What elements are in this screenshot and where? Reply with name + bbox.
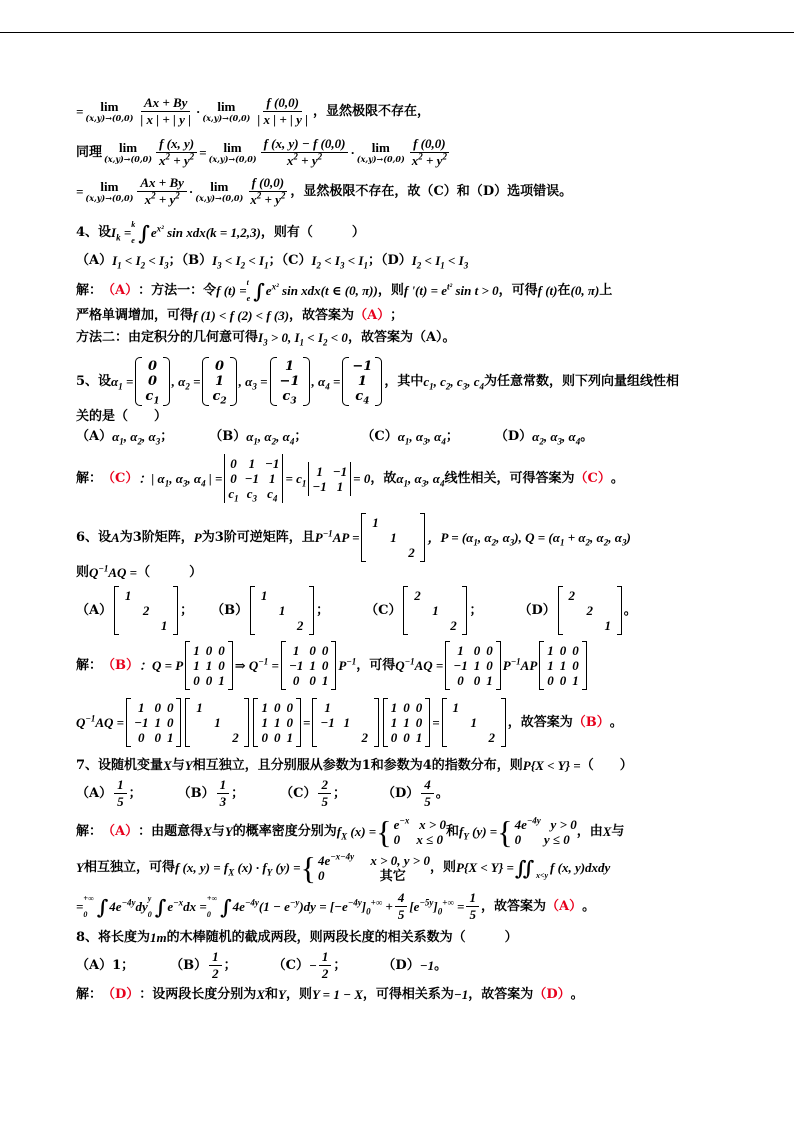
q5-a-e: 。 <box>610 470 624 486</box>
q3-l3-mid: ）和（ <box>443 183 483 199</box>
q4-opt-d: ；（D） <box>367 253 412 268</box>
q7-answer-1: 解： （A） ：由题意得 X 与 Y 的概率密度分别为 $f_X$ (x) = { $e^{-x}$ x > 0 0 x ≤ 0 和 $f_Y$ (y) = { $4e^{-4y}$ y > 0 0 y ≤ 0 ，由 X 与 <box>76 814 625 850</box>
q7-opt-b-den: 3 <box>219 794 227 809</box>
q4-m1-b: ，则 <box>377 283 404 298</box>
q7-stem: 7、设随机变量 X 与 Y 相互独立，且分别服从参数为1和参数为4的指数分布，则 P{X < Y} = （ ） <box>76 758 633 773</box>
q6-ans: （B） <box>102 657 140 673</box>
q8-ans-label: 解： <box>76 987 103 1002</box>
q4-m1-i: ； <box>390 308 404 323</box>
q5-opt-b: （B） <box>209 429 247 444</box>
q3-l3-end: ）选项错误。 <box>494 183 573 199</box>
q7-ans: （A） <box>102 824 139 839</box>
q6-stem-c: 为3阶可逆矩阵，且 <box>201 529 315 545</box>
q5-opt-c: （C） <box>361 429 398 444</box>
q8-ans: （D） <box>102 987 140 1002</box>
q6-a-e: 。 <box>609 714 623 730</box>
q5-stem-c: 为任意常数，则下列向量组线性相 <box>483 373 679 389</box>
q4-m1-g: ，故答案为 <box>289 308 355 323</box>
q6-a-d: （B） <box>572 714 610 730</box>
q3-line-3: = lim (x,y)→(0,0) $\frac{Ax + By}{x^2 + y^2}$ · lim (x,y)→(0,0) $\frac{f (0,0)}{x^2 + y^2}$ ，显然极限不存在，故（ C ）和（ D ）选项错误。 <box>76 175 573 207</box>
q7-opt-b: （B） <box>177 785 215 801</box>
q6-opt-d: （D） <box>518 602 556 618</box>
q8-a-g: 。 <box>570 987 584 1002</box>
q7-opt-a-den: 5 <box>117 794 124 809</box>
q8-stem-a: 8、将长度为 <box>76 930 151 945</box>
q6-answer-2: $Q^{-1}AQ$ = 1 0 0 −1 1 0 0 0 1 1 1 2 1 0 0 1 1 0 0 0 1 = 1 −1 1 2 1 0 0 1 1 0 0 0 1 = 1 1 2 ，故答案为 （B） 。 <box>76 700 623 745</box>
q7-opt-a-num: 1 <box>114 777 127 794</box>
q8-stem-b: 的木棒随机的截成两段，则两段长度的相关系数为（ ） <box>166 930 518 945</box>
q3-l3-c: C <box>433 183 444 199</box>
q3-l3-d: D <box>482 183 495 199</box>
q6-options: （A） 1 2 1 ； （B） 1 1 2 ； （C） 2 1 2 ； （D） 2 2 1 。 <box>76 588 637 633</box>
q7-opt-d-num: 4 <box>421 777 434 794</box>
q6-stem-d: 则 <box>76 565 90 580</box>
q5-options: （A） $\alpha_1$, $\alpha_2$, $\alpha_3$ ； （B） $\alpha_1$, $\alpha_2$, $\alpha_4$ ； （C） $\alpha_1$, $\alpha_3$, $\alpha_4$ ； （D） $\alpha_2$, $\alpha_3$, $\alpha_4$ 。 <box>76 429 594 447</box>
q4-m2-b: ，故答案为（A）。 <box>347 330 456 345</box>
q8-opt-b: （B） <box>170 957 208 973</box>
q4-stem-a: 4、设 <box>76 225 112 240</box>
q5-stem-2 <box>76 408 726 426</box>
q8-a-b: 和 <box>264 987 278 1002</box>
q7-stem-a: 7、设随机变量 <box>76 758 164 773</box>
q4-m2-a: 方法二：由定积分的几何意可得 <box>76 330 259 345</box>
q5-stem-d: 关的是（ ） <box>76 409 168 424</box>
q7-stem-d: （ ） <box>580 758 633 773</box>
q5-stem-a: 5、设 <box>76 373 112 389</box>
q3-line-1: = lim (x,y)→(0,0) $\frac{Ax + By}{| x | + | y |}$ · lim (x,y)→(0,0) $\frac{f (0,0)}{| x | + | y |}$ ，显然极限不存在， <box>76 95 430 127</box>
q8-a-d: ，可得相关系为 <box>362 987 454 1002</box>
q7-a-g: 相互独立，可得 <box>83 860 175 875</box>
q7-opt-a: （A） <box>76 785 113 801</box>
q7-a-j: （A） <box>545 898 583 914</box>
q5-answer: 解： （C） ：| $\alpha_1$, $\alpha_3$, $\alpha_4$ | = 0 1 −1 0 −1 1 $c_1$ $c_3$ $c_4$ = $c_1$ 1 −1 −1 1 = 0 ，故 $\alpha_1$, $\alpha_3$, $\alpha_4$ 线性相关，可得答案为 （C） 。 <box>76 456 624 504</box>
q4-options: （A） $I_1 < I_2 < I_3$ ；（B） $I_3 < I_2 < I_1$ ；（C） $I_2 < I_3 < I_1$ ；（D） $I_2 < I_1 < I_3$ <box>76 253 469 271</box>
q8-opt-c: （C） <box>272 957 310 973</box>
q8-stem: 8、将长度为 1m 的木棒随机的截成两段，则两段长度的相关系数为（ ） <box>76 930 518 945</box>
q7-a-d: 和 <box>446 824 460 839</box>
q6-stem: 6、设 A 为3阶矩阵， P 为3阶可逆矩阵，且 $P^{-1}AP$ = 1 1 2 ，$P = (\alpha_1$, $\alpha_2$, $\alpha_3$), $Q = (\alpha_1 + \alpha_2$, $\alpha_2$, $\alpha_3$) <box>76 515 631 560</box>
q6-answer-1: 解： （B） ：Q = P 1 0 0 1 1 0 0 0 1 ⇒ $Q^{-1}$ = 1 0 0 −1 1 0 0 0 1 $P^{-1}$ ，可得 $Q^{-1}AQ$ = 1 0 0 −1 1 0 0 0 1 $P^{-1}AP$ 1 0 0 1 1 0 0 0 1 <box>76 641 726 690</box>
q8-answer: 解： （D） ：设两段长度分别为 X 和 Y ，则 Y = 1 − X ，可得相关系为 −1 ，故答案为 （D） 。 <box>76 987 584 1002</box>
q4-m1-c: ，可得 <box>498 283 538 298</box>
q5-ans: （C） <box>102 470 139 486</box>
q5-opt-end: 。 <box>580 429 594 444</box>
q4-m1-d: 在 <box>557 283 571 298</box>
q7-answer-2: Y 相互独立，可得 f (x, $y) = f_X$ $(x) \cdot f_Y$ (y) = { $4e^{-x-4y}$ x > 0, y > 0 0 其它 ，则 P{X < Y} = ∬ x<y f (x, y)dxdy <box>76 850 611 886</box>
q4-m1-a: ：方法一：令 <box>138 283 217 298</box>
q5-stem-b: ，其中 <box>384 373 424 389</box>
q5-a-c: 线性相关，可得答案为 <box>444 470 575 486</box>
q4-answer-1: 解： （A） ：方法一：令 f (t) = t e ∫ $e^{x^2}$ sin xdx(t ∈ (0, π)) ，则 f '$(t) = e^{t^2}$ sin t > 0 ，可得 f (t) 在 (0, π) 上 <box>76 278 613 303</box>
q6-stem-2: 则 $Q^{-1}AQ$ = （ ） <box>76 563 203 580</box>
q7-a-i: ，故答案为 <box>480 898 546 914</box>
q7-opt-b-num: 1 <box>217 777 230 794</box>
q7-a-e: ，由 <box>576 824 603 839</box>
q8-options: （A）1； （B） $\frac{1}{2}$ ； （C） − $\frac{1}{2}$ ； （D） −1 。 <box>76 949 448 981</box>
q6-a-b: ，可得 <box>356 657 396 673</box>
q6-opt-c: （C） <box>365 602 402 618</box>
q5-ans-label: 解： <box>76 470 103 486</box>
q7-a-b: 与 <box>211 824 225 839</box>
q4-m1-f: 严格单调增加，可得 <box>76 308 194 323</box>
q3-l1-tail: ，显然极限不存在， <box>312 103 430 119</box>
q4-answer-2: 严格单调增加，可得 f (1) < f (2) < f (3) ，故答案为 （A） ； <box>76 308 404 323</box>
q6-stem-b: 为3阶矩阵， <box>119 529 194 545</box>
q7-ans-label: 解： <box>76 824 103 839</box>
q8-a-f: （D） <box>533 987 571 1002</box>
q6-opt-b: （B） <box>211 602 249 618</box>
q7-opt-c-den: 5 <box>321 794 328 809</box>
q7-opt-c-num: 2 <box>318 777 331 794</box>
q5-a-b: ，故 <box>370 470 397 486</box>
q6-opt-a: （A） <box>76 602 113 618</box>
q6-stem-e: （ ） <box>137 565 203 580</box>
q5-stem: 5、设 $\alpha_1$ = 0 0 $c_1$ , $\alpha_2$ = 0 1 $c_2$ , $\alpha_3$ = 1 −1 $c_3$ , $\alpha_4$ = −1 1 $c_4$ ，其中 $c_1$, $c_2$, $c_3$, $c_4$ 为任意常数，则下列向量组线性相 <box>76 359 679 407</box>
document-body <box>76 95 726 1004</box>
q3-line-2: 同理 lim (x,y)→(0,0) $\frac{f (x, y)}{x^2 + y^2}$ = lim (x,y)→(0,0) $\frac{f (x, y) - f (0,0)}{x^2 + y^2}$ · lim (x,y)→(0,0) $\frac{f (0,0)}{x^2 + y^2}$ <box>76 136 447 168</box>
q8-opt-d: （D） <box>382 957 420 973</box>
page-header-rule <box>0 32 794 33</box>
q3-l3-text-a: ，显然极限不存在，故（ <box>290 183 434 199</box>
q4-stem-b: ，则有（ ） <box>260 225 365 240</box>
q4-answer-3: 方法二：由定积分的几何意可得 $I_3 > 0$, $I_1 < I_2 < 0$ ，故答案为（A）。 <box>76 330 456 348</box>
q7-stem-c: 相互独立，且分别服从参数为1和参数为4的指数分布，则 <box>192 758 523 773</box>
q4-m1-e: 上 <box>599 283 613 298</box>
q7-answer-3: = +∞ 0 ∫ $4e^{-4y}dy$ y 0 ∫ $e^{-x}dx$ = +∞ 0 ∫ $4e^{-4y}(1 - e^{-y})dy = [-e^{-4y}]_0^{+\infty}$ + $\frac{4}{5}$ $[e^{-5y}]_0^{+\infty}$ = $\frac{1}{5}$ ，故答案为 （A） 。 <box>76 890 596 922</box>
q4-opt-a: （A） <box>76 253 113 268</box>
q4-m1-h: （A） <box>354 308 391 323</box>
q8-a-a: ：设两段长度分别为 <box>139 987 257 1002</box>
q7-a-a: ：由题意得 <box>138 824 204 839</box>
q4-ans-label: 解： <box>76 283 103 298</box>
q5-opt-d: （D） <box>494 429 533 444</box>
q8-opt-a: （A）1； <box>76 957 135 973</box>
q7-opt-c: （C） <box>280 785 317 801</box>
q4-stem: 4、设 $I_k$ = k e ∫ $e^{x^2}$ sin xdx(k = 1,2,3) ，则有（ ） <box>76 220 365 245</box>
q5-opt-a: （A） <box>76 429 113 444</box>
q7-stem-b: 与 <box>171 758 185 773</box>
q6-stem-a: 6、设 <box>76 529 112 545</box>
q7-a-k: 。 <box>582 898 596 914</box>
q4-opt-c: ；（C） <box>268 253 312 268</box>
q3-l2-prefix: 同理 <box>76 144 103 160</box>
q7-opt-d: （D） <box>382 785 420 801</box>
q8-a-e: ，故答案为 <box>468 987 534 1002</box>
q5-a-d: （C） <box>574 470 611 486</box>
q7-a-c: 的概率密度分别为 <box>232 824 337 839</box>
q4-ans: （A） <box>102 283 139 298</box>
q7-a-h: ，则 <box>429 860 456 875</box>
q7-options: （A） $\frac{1}{5}$ ； （B） $\frac{1}{3}$ ； （C） $\frac{2}{5}$ ； （D） $\frac{4}{5}$ 。 <box>76 777 449 809</box>
q7-other: 其它 <box>379 868 406 883</box>
q8-a-c: ，则 <box>285 987 312 1002</box>
q4-opt-b: ；（B） <box>168 253 213 268</box>
q6-a-c: ，故答案为 <box>507 714 573 730</box>
q7-a-f: 与 <box>611 824 625 839</box>
q7-opt-d-den: 5 <box>424 794 431 809</box>
q6-ans-label: 解： <box>76 657 103 673</box>
